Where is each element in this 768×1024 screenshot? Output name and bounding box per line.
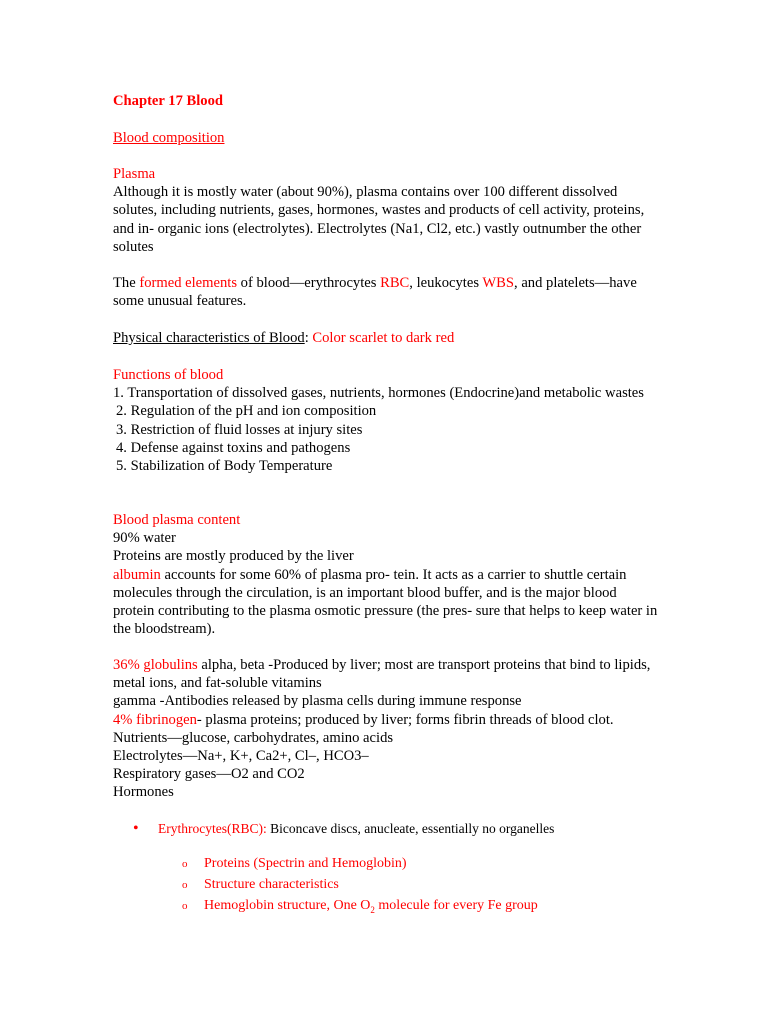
function-item: 1. Transportation of dissolved gases, nutrients, hormones (Endocrine)and metabolic wastes (113, 385, 644, 402)
hormones-line: Hormones (113, 784, 174, 801)
chapter-title: Chapter 17 Blood (113, 93, 224, 109)
plasma-heading: Plasma (113, 166, 156, 182)
list-item: o Hemoglobin structure, One $O_2$ molecule for every Fe group (182, 898, 538, 915)
plasma-content-section (113, 511, 658, 638)
functions-heading: Functions of blood (113, 367, 224, 383)
rbc-term: RBC (380, 275, 410, 291)
list-item: • Erythrocytes(RBC): Biconcave discs, anucleate, essentially no organelles (133, 820, 555, 837)
fibrinogen-paragraph: 4% fibrinogen- plasma proteins; produced by liver; forms fibrin threads of blood clot. (113, 711, 614, 728)
gases-line: Respiratory gases—O2 and CO2 (113, 766, 305, 783)
physical-characteristics-value: Color scarlet to dark red (312, 330, 455, 346)
list-item: o Structure characteristics (182, 877, 339, 892)
protein-details (113, 656, 658, 802)
nutrients-line: Nutrients—glucose, carbohydrates, amino acids (113, 729, 394, 746)
water-line: 90% water (113, 530, 176, 547)
albumin-term: albumin (113, 566, 161, 583)
list-item: o Proteins (Spectrin and Hemoglobin) (182, 856, 407, 871)
fibrinogen-term: 4% fibrinogen (113, 711, 197, 728)
globulins-paragraph: 36% globulins alpha, beta -Produced by liver; most are transport proteins that bind to lipids, metal ions, and fat-soluble vitamins (113, 657, 651, 692)
function-item: 3. Restriction of fluid losses at injury sites (116, 421, 363, 438)
circle-bullet-icon: o (182, 900, 188, 912)
formed-elements-term: formed elements (139, 275, 238, 291)
proteins-line: Proteins are mostly produced by the liver (113, 548, 354, 565)
gamma-line: gamma -Antibodies released by plasma cells during immune response (113, 693, 522, 710)
circle-bullet-icon: o (182, 858, 188, 870)
plasma-paragraph: Although it is mostly water (about 90%), plasma contains over 100 different dissolved solutes, including nutrients, gases, hormones, wastes and products of cell activity, proteins, and in- organic ions (electrolytes). Electrolytes (Na1, Cl2, etc.) vastly outnumber the other solutes (113, 184, 645, 255)
function-item: 5. Stabilization of Body Temperature (116, 458, 333, 475)
function-item: 2. Regulation of the pH and ion composition (116, 403, 377, 420)
erythrocytes-term: Erythrocytes(RBC): (158, 821, 267, 836)
wbs-term: WBS (482, 275, 515, 291)
plasma-content-heading: Blood plasma content (113, 512, 241, 528)
circle-bullet-icon: o (182, 879, 188, 891)
physical-characteristics-label: Physical characteristics of Blood (113, 330, 305, 346)
globulins-term: 36% globulins (113, 657, 198, 673)
function-item: 4. Defense against toxins and pathogens (116, 439, 351, 456)
bullet-icon: • (133, 820, 139, 837)
plasma-section (113, 165, 658, 256)
albumin-paragraph: albumin accounts for some 60% of plasma pro- tein. It acts as a carrier to shuttle certain molecules through the circulation, is an important blood buffer, and is the major blood protein contributing to the plasma osmotic pressure (the pres- sure that helps to keep water in the bloodstream). (113, 566, 658, 638)
electrolytes-line: Electrolytes—Na+, K+, Ca2+, Cl–, HCO3– (113, 748, 369, 765)
formed-elements-paragraph: The formed elements of blood—erythrocytes RBC, leukocytes WBS, and platelets—have some unusual features. (113, 275, 637, 310)
blood-composition-heading: Blood composition (113, 130, 225, 146)
physical-characteristics: Physical characteristics of Blood: Color scarlet to dark red (113, 330, 455, 346)
functions-section (113, 366, 658, 475)
